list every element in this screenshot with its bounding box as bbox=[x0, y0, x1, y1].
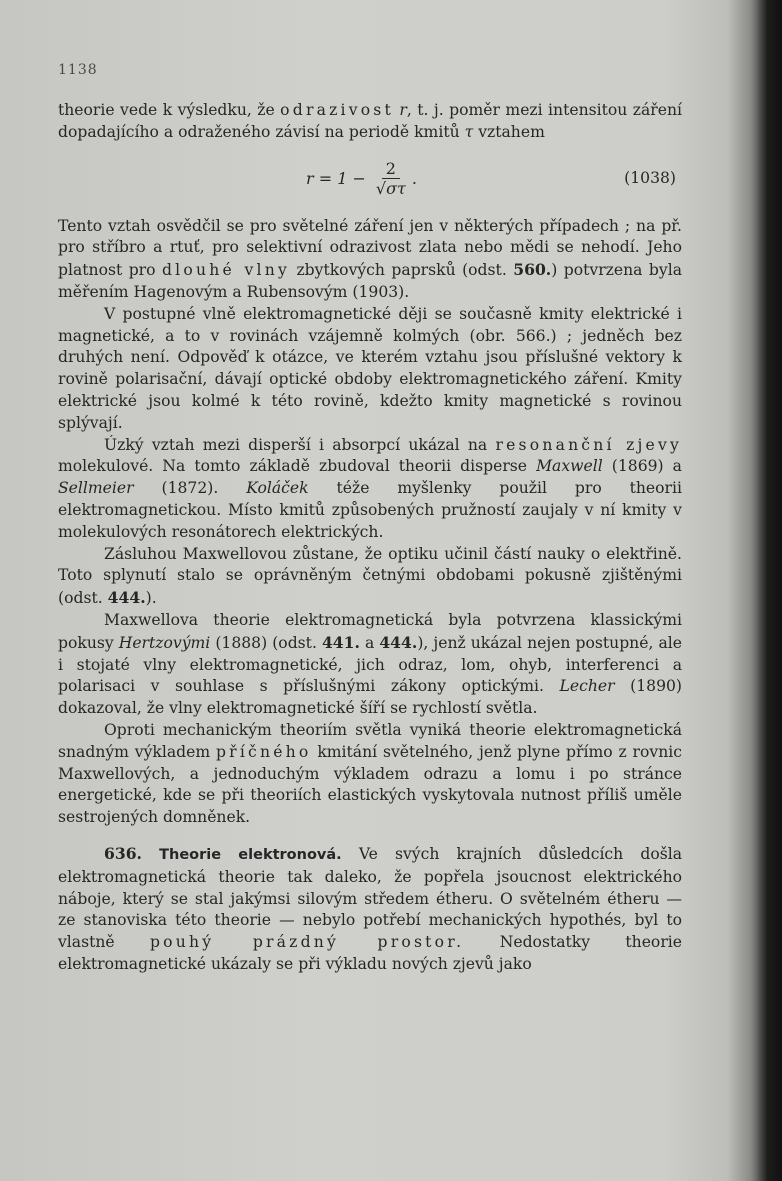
ref-560: 560. bbox=[513, 260, 552, 280]
term-odrazivost: odrazivost bbox=[280, 101, 394, 119]
p6-e: (1890) dokazoval, že vlny elektromagnetické šíří se rychlostí světla. bbox=[58, 677, 683, 718]
p6-d: ), jenž ukázal nejen postupné, ale i stojaté vlny elektromagnetické, jich odraz, lom, ohyb, interferenci a polarisaci v souhlase s příslušnými zákony optickými. bbox=[58, 633, 682, 696]
p6-c: a bbox=[364, 633, 375, 652]
section-636 bbox=[58, 843, 682, 976]
book-spine-shadow bbox=[758, 0, 782, 1181]
term-prazdny-prostor: pouhý prázdný prostor. bbox=[150, 933, 465, 952]
p5-b: ). bbox=[145, 589, 157, 608]
equation-number: (1038) bbox=[624, 168, 676, 187]
equation-body bbox=[306, 160, 417, 199]
equation-trail: . bbox=[411, 169, 417, 189]
paragraph-7 bbox=[58, 720, 682, 829]
paragraph-2 bbox=[58, 216, 682, 304]
var-r: r bbox=[399, 101, 407, 119]
p1-end: vztahem bbox=[478, 122, 545, 141]
p2-a: Tento vztah osvědčil se pro světelné záření jen v některých případech ; na př. pro stříbro a rtuť, pro selektivní odrazivost zlata nebo mědi se nehodí. Jeho platnost pro bbox=[58, 216, 682, 280]
equation-1038 bbox=[58, 146, 682, 212]
name-hertz: Hertzovými bbox=[118, 633, 211, 652]
p2-c: ) potvrzena byla měřením Hagenovým a Rubensovým (1903). bbox=[58, 261, 682, 301]
paragraph-4 bbox=[58, 435, 682, 544]
p4-d: (1872). bbox=[161, 479, 219, 498]
section-title: Theorie elektronová. bbox=[159, 846, 342, 863]
p4-a: Úzký vztah mezi disperší i absorpcí ukázal na bbox=[104, 435, 488, 454]
p2-b: zbytkových paprsků (odst. bbox=[296, 261, 507, 280]
equation-lhs: r = 1 − bbox=[306, 169, 366, 189]
name-sellmeier: Sellmeier bbox=[58, 479, 134, 498]
equation-numerator: 2 bbox=[382, 160, 400, 179]
p6-a: Maxwellova theorie elektromagnetická byla potvrzena klassickými pokusy bbox=[58, 610, 682, 652]
p5-a: Zásluhou Maxwellovou zůstane, že optiku učinil částí nauky o elektřině. Toto splynutí stalo se oprávněným četnými obdobami pokusně zjištěnými (odst. bbox=[58, 544, 682, 608]
page-number: 1138 bbox=[58, 62, 98, 78]
name-maxwell: Maxwell bbox=[536, 457, 603, 476]
name-kolacek: Koláček bbox=[246, 479, 309, 498]
p1-rest: , t. j. poměr mezi intensitou záření dopadajícího a odraženého závisí na periodě kmitů bbox=[58, 101, 682, 141]
term-pricneho: příčného bbox=[216, 742, 312, 761]
page-body bbox=[58, 100, 682, 976]
equation-denominator: √στ bbox=[375, 178, 406, 198]
p4-b: molekulové. Na tomto základě zbudoval theorii disperse bbox=[58, 457, 528, 476]
var-tau: τ bbox=[464, 122, 474, 141]
ref-444-b: 444. bbox=[379, 632, 418, 652]
section-number: 636. bbox=[104, 843, 142, 863]
p4-e: téže myšlenky použil pro theorii elektromagnetickou. Místo kmitů způsobených pružností zaujaly v ní kmity v molekulových resonátorech elektrických. bbox=[58, 479, 682, 541]
term-resonancni-zjevy: resonanční zjevy bbox=[495, 435, 683, 454]
p4-c: (1869) a bbox=[611, 457, 682, 476]
p7-a: Oproti mechanickým theoriím světla vyniká theorie elektromagnetická snadným výkladem bbox=[58, 720, 682, 761]
term-dlouhe-vlny: dlouhé vlny bbox=[162, 261, 290, 280]
name-lecher: Lecher bbox=[559, 677, 615, 696]
paragraph-1 bbox=[58, 100, 682, 144]
p8-a: Ve svých krajních důsledcích došla elektromagnetická theorie tak daleko, že popřela jsoucnost elektrického náboje, který se stal jakýmsi silovým středem étheru. O světelném étheru — ze stanoviska této theorie — nebylo potřebí mechanických hypothés, byl to vlastně bbox=[58, 844, 682, 952]
paragraph-5 bbox=[58, 544, 682, 610]
p7-b: kmitání světelného, jenž plyne přímo z rovnic Maxwellových, a jednoduchým výkladem odrazu a lomu i po stránce energetické, kde se při theoriích elastických vyskytovala nutnost příliš uměle sestrojených domněnek. bbox=[58, 742, 682, 827]
ref-441: 441. bbox=[321, 632, 360, 652]
p1-intro: theorie vede k výsledku, že bbox=[58, 101, 275, 119]
equation-fraction bbox=[376, 160, 406, 199]
paragraph-3: V postupné vlně elektromagnetické ději se současně kmity elektrické i magnetické, a to v rovinách vzájemně kolmých (obr. 566.) ; jedněch bez druhých není. Odpověď k otázce, ve kterém vztahu jsou příslušné vektory k rovině polarisační, dávají optické obdoby elektromagnetického záření. Kmity elektrické jsou kolmé k této rovině, kdežto kmity magnetické s rovinou splývají. bbox=[58, 304, 682, 432]
p8-b: Nedostatky theorie elektromagnetické ukázaly se při výkladu nových zjevů jako bbox=[58, 933, 682, 973]
paragraph-6 bbox=[58, 610, 682, 720]
ref-444: 444. bbox=[107, 588, 146, 608]
p6-b: (1888) (odst. bbox=[215, 633, 317, 652]
